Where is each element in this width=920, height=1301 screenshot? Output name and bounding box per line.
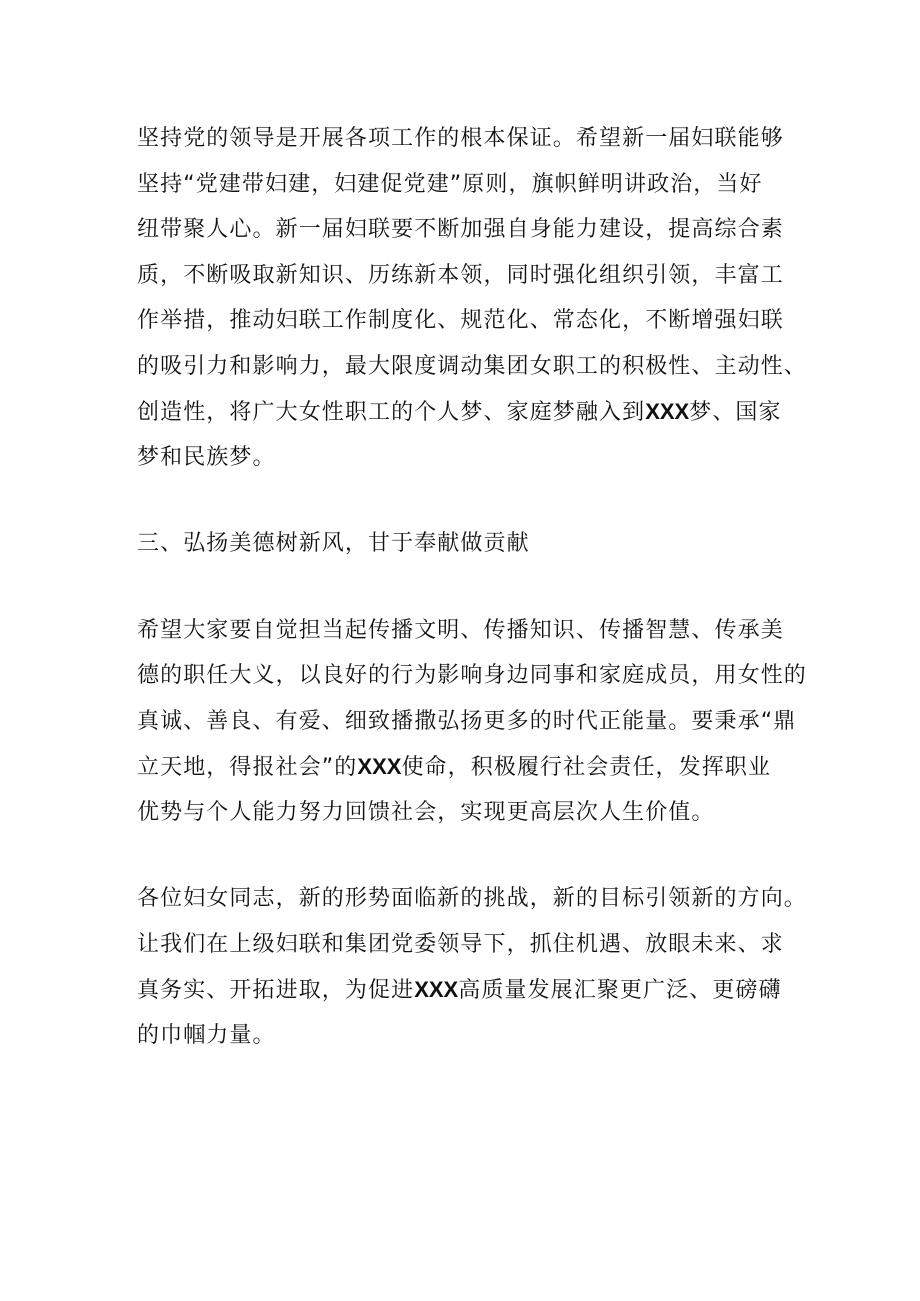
- text-line: 优势与个人能力努力回馈社会，实现更高层次人生价值。: [137, 799, 715, 825]
- text-line: 让我们在上级妇联和集团党委领导下，抓住机遇、放眼未来、求: [137, 931, 784, 957]
- paragraph-closing: [137, 876, 811, 1058]
- text-line: 希望大家要自觉担当起传播文明、传播知识、传播智慧、传承美: [137, 617, 784, 643]
- text-line: 梦和民族梦。: [137, 444, 276, 470]
- section-heading: 三、弘扬美德树新风，甘于奉献做贡献: [137, 531, 530, 556]
- text-line: 作举措，推动妇联工作制度化、规范化、常态化，不断增强妇联: [137, 308, 784, 333]
- text-line: 坚持党的领导是开展各项工作的根本保证。希望新一届妇联能够: [137, 126, 784, 151]
- text-line: 质，不断吸取新知识、历练新本领，同时强化组织引领，丰富工: [137, 262, 784, 288]
- document-body: [137, 116, 811, 1058]
- placeholder-xxx: XXX: [357, 754, 402, 779]
- paragraph-spacer: [137, 567, 811, 608]
- paragraph-spacer: [137, 480, 811, 521]
- text-line: 真务实、开拓进取，为促进XXX高质量发展汇聚更广泛、更磅礴: [137, 977, 782, 1003]
- paragraph-leadership: [137, 116, 811, 480]
- text-line: 的吸引力和影响力，最大限度调动集团女职工的积极性、主动性、: [137, 353, 807, 379]
- text-line: 各位妇女同志，新的形势面临新的挑战，新的目标引领新的方向。: [137, 886, 807, 911]
- text-line: 坚持“党建带妇建，妇建促党建”原则，旗帜鲜明讲政治，当好: [137, 171, 763, 197]
- text-line: 立天地，得报社会”的XXX使命，积极履行社会责任，发挥职业: [137, 754, 772, 780]
- text-line: 创造性，将广大女性职工的个人梦、家庭梦融入到XXX梦、国家: [137, 399, 782, 425]
- paragraph-virtue: [137, 608, 811, 836]
- text-line: 德的职任大义，以良好的行为影响身边同事和家庭成员，用女性的: [137, 663, 807, 688]
- paragraph-spacer: [137, 835, 811, 876]
- text-line: 的巾帼力量。: [137, 1022, 276, 1048]
- text-line: 纽带聚人心。新一届妇联要不断加强自身能力建设，提高综合素: [137, 217, 784, 242]
- text-line: 真诚、善良、有爱、细致播撒弘扬更多的时代正能量。要秉承“鼎: [137, 708, 797, 734]
- placeholder-xxx: XXX: [645, 399, 690, 424]
- placeholder-xxx: XXX: [414, 977, 459, 1002]
